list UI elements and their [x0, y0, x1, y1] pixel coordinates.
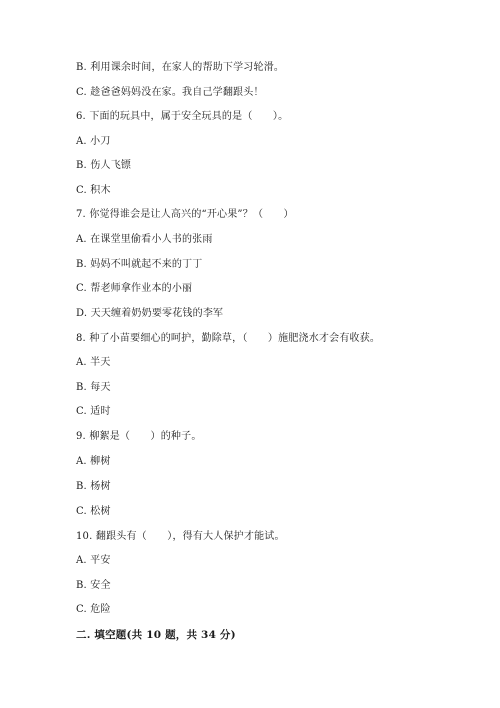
q9-option-c: C. 松树	[76, 506, 111, 517]
q6-option-a: A. 小刀	[76, 136, 111, 147]
q10-option-c: C. 危险	[76, 604, 111, 615]
q5-option-b: B. 利用课余时间，在家人的帮助下学习轮滑。	[76, 62, 285, 73]
q9-question: 9. 柳絮是（ ）的种子。	[76, 431, 202, 442]
q8-option-a: A. 半天	[76, 357, 111, 368]
q6-option-c: C. 积木	[76, 185, 111, 196]
q7-option-d: D. 天天缠着奶奶要零花钱的李军	[76, 308, 224, 319]
q8-option-b: B. 每天	[76, 382, 111, 393]
q10-option-b: B. 安全	[76, 580, 111, 591]
q6-question: 6. 下面的玩具中，属于安全玩具的是（ ）。	[76, 111, 289, 122]
q8-option-c: C. 适时	[76, 406, 111, 417]
q9-option-a: A. 柳树	[76, 456, 111, 467]
q7-option-a: A. 在课堂里偷看小人书的张雨	[76, 234, 213, 245]
q6-option-b: B. 伤人飞镖	[76, 160, 132, 171]
q10-question: 10. 翻跟头有（ ），得有大人保护才能试。	[76, 531, 285, 542]
section-heading-fill-in: 二. 填空题(共 10 题，共 34 分)	[76, 629, 236, 641]
q7-option-b: B. 妈妈不叫就起不来的丁丁	[76, 259, 203, 270]
q5-option-c: C. 趁爸爸妈妈没在家。我自己学翻跟头！	[76, 87, 264, 98]
q9-option-b: B. 杨树	[76, 481, 111, 492]
q7-question: 7. 你觉得谁会是让人高兴的“开心果”？（ ）	[76, 209, 294, 220]
q7-option-c: C. 帮老师拿作业本的小丽	[76, 283, 193, 294]
q10-option-a: A. 平安	[76, 555, 111, 566]
q8-question: 8. 种了小苗要细心的呵护，勤除草，（ ）施肥浇水才会有收获。	[76, 333, 381, 344]
